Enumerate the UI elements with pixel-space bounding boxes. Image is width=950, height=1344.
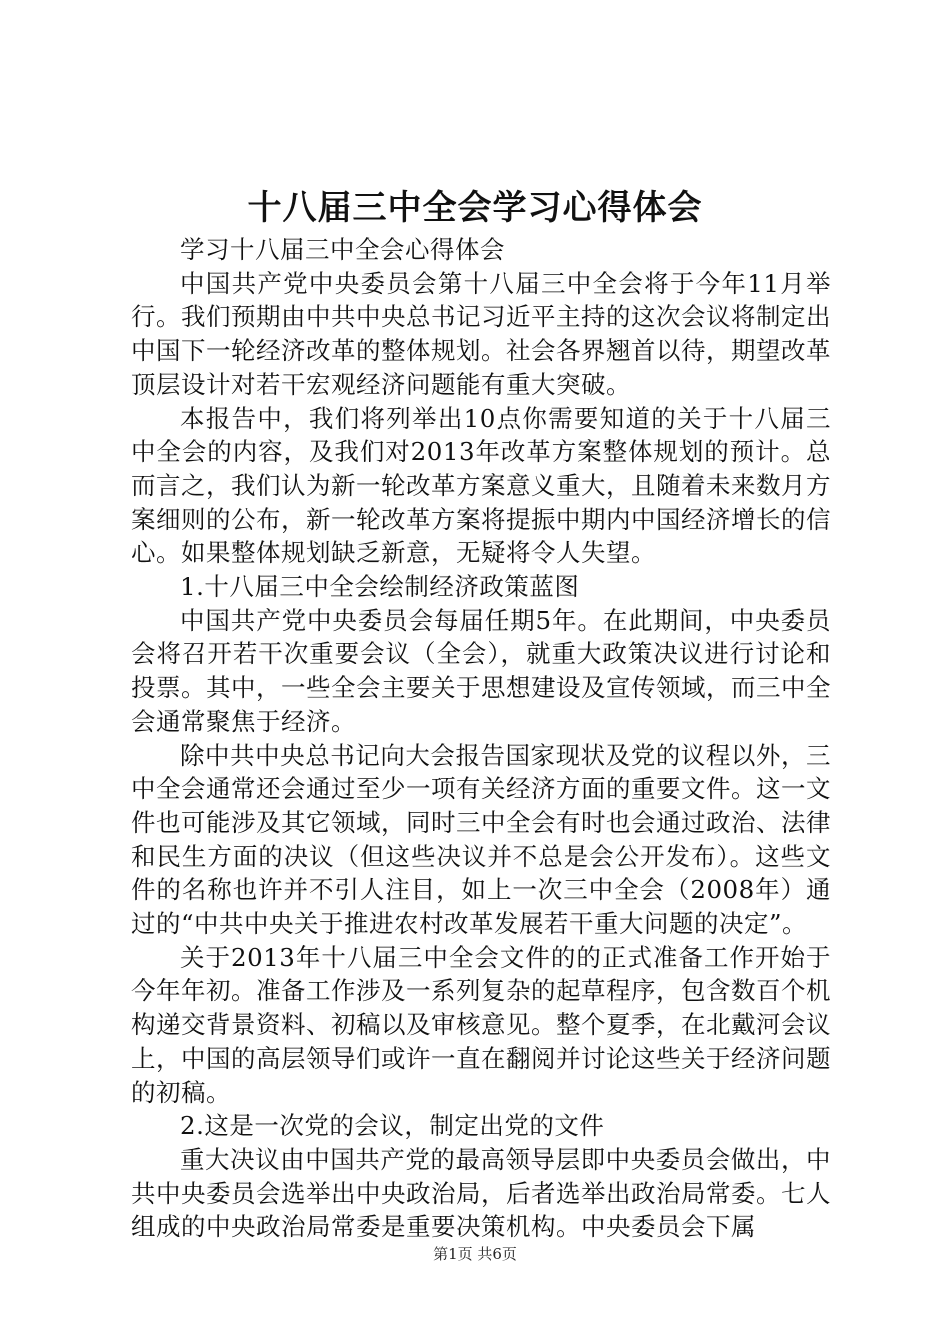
paragraph: 中国共产党中央委员会每届任期5年。在此期间，中央委员会将召开若干次重要会议（全会），就重大政策决议进行讨论和投票。其中，一些全会主要关于思想建设及宣传领域，而三中全会通常聚焦于经济。 [131, 605, 831, 736]
paragraph-subtitle: 学习十八届三中全会心得体会 [180, 235, 505, 264]
paragraph: 本报告中，我们将列举出10点你需要知道的关于十八届三中全会的内容，及我们对2013年改革方案整体规划的预计。总而言之，我们认为新一轮改革方案意义重大，且随着未来数月方案细则的公布，新一轮改革方案将提振中期内中国经济增长的信心。如果整体规划缺乏新意，无疑将令人失望。 [131, 403, 831, 568]
paragraph: 中国共产党中央委员会第十八届三中全会将于今年11月举行。我们预期由中共中央总书记习近平主持的这次会议将制定出中国下一轮经济改革的整体规划。社会各界翘首以待，期望改革顶层设计对若干宏观经济问题能有重大突破。 [131, 268, 831, 399]
section-heading: 1.十八届三中全会绘制经济政策蓝图 [180, 572, 580, 602]
page-footer: 第1页 共6页 [433, 1245, 517, 1263]
section-heading: 2.这是一次党的会议，制定出党的文件 [180, 1111, 605, 1141]
paragraph: 关于2013年十八届三中全会文件的的正式准备工作开始于今年年初。准备工作涉及一系列复杂的起草程序，包含数百个机构递交背景资料、初稿以及审核意见。整个夏季，在北戴河会议上，中国的高层领导们或许一直在翻阅并讨论这些关于经济问题的初稿。 [131, 942, 831, 1107]
paragraph: 除中共中央总书记向大会报告国家现状及党的议程以外，三中全会通常还会通过至少一项有关经济方面的重要文件。这一文件也可能涉及其它领域，同时三中全会有时也会通过政治、法律和民生方面的决议（但这些决议并不总是会公开发布）。这些文件的名称也许并不引人注目，如上一次三中全会（2008年）通过的“中共中央关于推进农村改革发展若干重大问题的决定”。 [131, 740, 831, 939]
paragraph: 重大决议由中国共产党的最高领导层即中央委员会做出，中共中央委员会选举出中央政治局，后者选举出政治局常委。七人组成的中央政治局常委是重要决策机构。中央委员会下属 [131, 1144, 831, 1242]
document-title: 十八届三中全会学习心得体会 [247, 188, 703, 228]
document-body [131, 233, 831, 1244]
